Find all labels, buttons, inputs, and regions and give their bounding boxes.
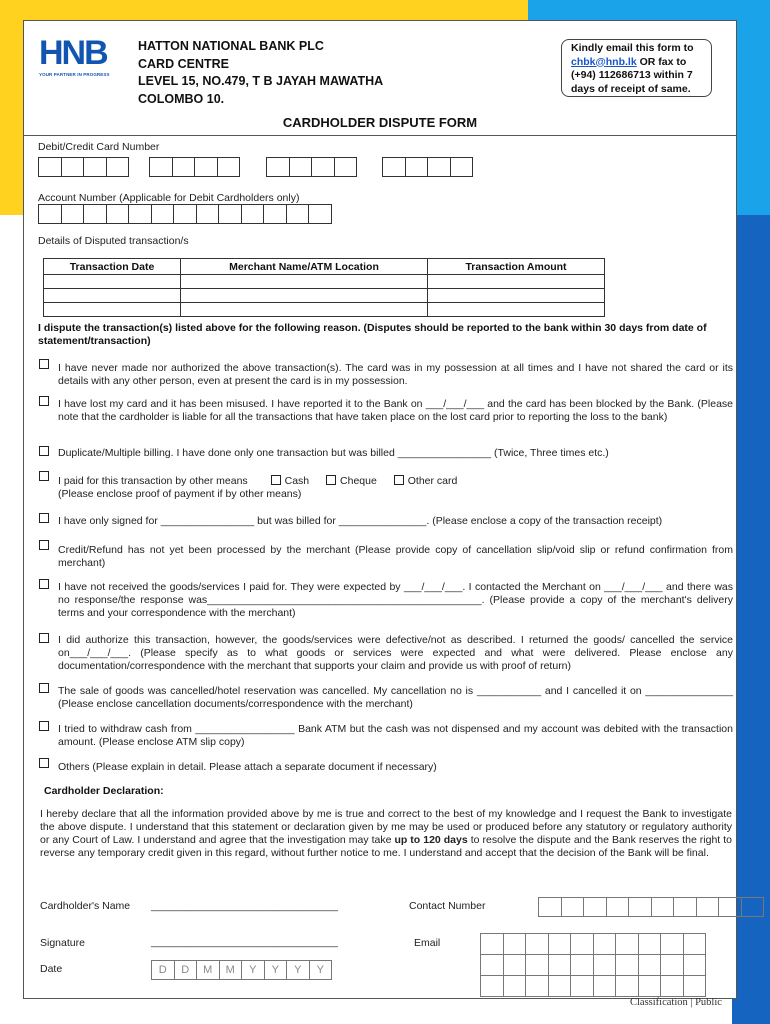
logo-tagline: YOUR PARTNER IN PROGRESS <box>39 72 110 77</box>
digit-box[interactable] <box>311 157 335 177</box>
date-cell-month[interactable]: M <box>219 960 243 980</box>
digit-box[interactable] <box>289 157 313 177</box>
checkbox-defective-goods[interactable] <box>39 633 49 643</box>
digit-box[interactable] <box>241 204 265 224</box>
char-box[interactable] <box>571 934 594 955</box>
digit-box[interactable] <box>173 204 197 224</box>
checkbox-atm-cash[interactable] <box>39 721 49 731</box>
declaration-text <box>40 808 732 860</box>
address-line: LEVEL 15, NO.479, T B JAYAH MAWATHA <box>138 74 384 88</box>
amount-cell[interactable] <box>428 303 605 317</box>
digit-box[interactable] <box>561 897 585 917</box>
card-number-group[interactable] <box>38 157 128 177</box>
char-box[interactable] <box>481 955 504 976</box>
digit-box[interactable] <box>450 157 474 177</box>
date-cell[interactable] <box>44 275 181 289</box>
char-box[interactable] <box>549 955 572 976</box>
char-box[interactable] <box>549 976 572 997</box>
digit-box[interactable] <box>151 204 175 224</box>
amount-cell[interactable] <box>428 275 605 289</box>
date-cell-year[interactable]: Y <box>309 960 333 980</box>
notice-text: Kindly email this form to <box>571 42 694 54</box>
card-number-group[interactable] <box>266 157 356 177</box>
char-box[interactable] <box>594 976 617 997</box>
paid-other-means-text: I paid for this transaction by other means <box>58 475 248 487</box>
digit-box[interactable] <box>628 897 652 917</box>
form-page <box>23 20 737 1008</box>
checkbox-other-card[interactable] <box>394 475 404 485</box>
notice-fax: OR fax to (+94) 112686713 within 7 days of receipt of same. <box>571 55 693 95</box>
option-atm-cash: I tried to withdraw cash from _________________ Bank ATM but the cash was not dispensed and my account was debited with the transaction amount. (Please enclose ATM slip copy) <box>58 723 733 748</box>
digit-box[interactable] <box>308 204 332 224</box>
digit-box[interactable] <box>606 897 630 917</box>
char-box[interactable] <box>571 976 594 997</box>
table-row[interactable] <box>44 275 605 289</box>
transactions-table <box>43 258 605 317</box>
other-card-label: Other card <box>407 475 458 487</box>
amount-cell[interactable] <box>428 289 605 303</box>
option-refund-not-processed: Credit/Refund has not yet been processed by the merchant (Please provide copy of cancellation slip/void slip or refund confirmation from merchant) <box>58 544 733 569</box>
merchant-cell[interactable] <box>181 275 428 289</box>
char-box[interactable] <box>504 976 527 997</box>
disputed-transactions-label: Details of Disputed transaction/s <box>38 235 189 247</box>
cardholder-name-field[interactable]: ________________________________ <box>151 900 338 912</box>
declaration-duration: up to 120 days <box>394 834 468 846</box>
digit-box[interactable] <box>83 157 107 177</box>
option-others: Others (Please explain in detail. Please attach a separate document if necessary) <box>58 761 437 773</box>
digit-box[interactable] <box>128 204 152 224</box>
digit-box[interactable] <box>583 897 607 917</box>
merchant-cell[interactable] <box>181 289 428 303</box>
char-box[interactable] <box>594 934 617 955</box>
checkbox-paid-other-means[interactable] <box>39 471 49 481</box>
char-box[interactable] <box>616 976 639 997</box>
digit-box[interactable] <box>61 204 85 224</box>
digit-box[interactable] <box>172 157 196 177</box>
char-box[interactable] <box>594 955 617 976</box>
account-number-label: Account Number (Applicable for Debit Cardholders only) <box>38 192 300 204</box>
email-field[interactable] <box>480 933 706 997</box>
contact-number-field[interactable] <box>538 897 763 917</box>
checkbox-cheque[interactable] <box>326 475 336 485</box>
account-number-field[interactable] <box>38 204 331 224</box>
col-header-date: Transaction Date <box>44 259 181 275</box>
char-box[interactable] <box>504 955 527 976</box>
signature-field[interactable]: ________________________________ <box>151 936 338 948</box>
char-box[interactable] <box>661 976 684 997</box>
email-link[interactable]: chbk@hnb.lk <box>571 55 637 68</box>
digit-box[interactable] <box>538 897 562 917</box>
table-row[interactable] <box>44 289 605 303</box>
card-number-group[interactable] <box>149 157 239 177</box>
address-line: COLOMBO 10. <box>138 91 225 106</box>
declaration-part-b: to resolve the dispute and the Bank reserves the right to reverse any temporary credit given in this regard, without further notice to me. I understand and accept that the decision of the Bank will be final. <box>40 834 732 859</box>
date-cell-month[interactable]: M <box>196 960 220 980</box>
char-box[interactable] <box>526 934 549 955</box>
digit-box[interactable] <box>718 897 742 917</box>
email-label: Email <box>414 937 441 949</box>
cardholder-name-label: Cardholder's Name <box>40 900 131 912</box>
date-label: Date <box>40 963 63 975</box>
cheque-label: Cheque <box>340 475 377 487</box>
address-line: HATTON NATIONAL BANK PLC <box>138 39 324 53</box>
checkbox-refund-not-processed[interactable] <box>39 540 49 550</box>
option-paid-other-means <box>58 475 733 501</box>
digit-box[interactable] <box>196 204 220 224</box>
dispute-reason-heading: I dispute the transaction(s) listed above for the following reason. (Disputes should be reported to the bank within 30 days from date of statement/transaction) <box>38 322 707 347</box>
logo-text: HNB <box>39 34 107 72</box>
char-box[interactable] <box>504 934 527 955</box>
form-title: CARDHOLDER DISPUTE FORM <box>282 115 478 130</box>
col-header-merchant: Merchant Name/ATM Location <box>181 259 428 275</box>
digit-box[interactable] <box>218 204 242 224</box>
date-cell-year[interactable]: Y <box>264 960 288 980</box>
option-not-authorized: I have never made nor authorized the above transaction(s). The card was in my possession at all times and I have not shared the card or its details with any other person, even at present the card is in my possession. <box>58 362 733 387</box>
char-box[interactable] <box>526 976 549 997</box>
date-cell[interactable] <box>44 303 181 317</box>
date-field[interactable] <box>151 960 331 980</box>
contact-number-label: Contact Number <box>409 900 486 912</box>
digit-box[interactable] <box>405 157 429 177</box>
declaration-heading: Cardholder Declaration: <box>44 785 164 797</box>
digit-box[interactable] <box>61 157 85 177</box>
card-number-field[interactable] <box>38 157 472 177</box>
digit-box[interactable] <box>266 157 290 177</box>
title-divider <box>24 135 736 136</box>
char-box[interactable] <box>526 955 549 976</box>
char-box[interactable] <box>661 934 684 955</box>
classification-label: Classification | Public <box>630 997 722 1008</box>
option-lost-card: I have lost my card and it has been misused. I have reported it to the Bank on ___/___/___ and the card has been blocked by the Bank. (Please note that the cardholder is liable for all the transactions that have taken place on the lost card prior to reporting the loss to the bank) <box>58 398 733 423</box>
digit-box[interactable] <box>83 204 107 224</box>
digit-box[interactable] <box>651 897 675 917</box>
hnb-logo <box>39 36 133 100</box>
date-cell-day[interactable]: D <box>151 960 175 980</box>
digit-box[interactable] <box>38 157 62 177</box>
col-header-amount: Transaction Amount <box>428 259 605 275</box>
digit-box[interactable] <box>673 897 697 917</box>
digit-box[interactable] <box>106 157 130 177</box>
digit-box[interactable] <box>38 204 62 224</box>
char-box[interactable] <box>616 955 639 976</box>
option-defective-goods: I did authorize this transaction, however, the goods/services were defective/not as described. I returned the goods/ cancelled the service on___/___/___. (Please specify as to what goods or services were expected and what were delivered. Please enclose any documentation/correspondence with the merchant that supports your claim and provide us with proof of return) <box>58 634 733 672</box>
digit-box[interactable] <box>696 897 720 917</box>
checkbox-cash[interactable] <box>271 475 281 485</box>
char-box[interactable] <box>571 955 594 976</box>
checkbox-signed-amount[interactable] <box>39 513 49 523</box>
char-box[interactable] <box>684 955 707 976</box>
char-box[interactable] <box>481 976 504 997</box>
digit-box[interactable] <box>106 204 130 224</box>
declaration-part-a: I hereby declare that all the information provided above by me is true and correct to the best of my knowledge and I request the Bank to investigate the above dispute. I understand that this statement or declaration given by me may be used or produced before any statutory or regulatory authority or any Court of Law. I understand and agree that the investigation may take <box>40 808 732 846</box>
card-number-label: Debit/Credit Card Number <box>38 141 160 153</box>
checkbox-lost-card[interactable] <box>39 396 49 406</box>
char-box[interactable] <box>661 955 684 976</box>
char-box[interactable] <box>639 934 662 955</box>
char-box[interactable] <box>684 934 707 955</box>
char-box[interactable] <box>549 934 572 955</box>
signature-label: Signature <box>40 937 85 949</box>
digit-box[interactable] <box>194 157 218 177</box>
option-cancelled-sale: The sale of goods was cancelled/hotel reservation was cancelled. My cancellation no is ___________ and I cancelled it on _______________ (Please enclose cancellation documents/correspondence with the merchant) <box>58 685 733 710</box>
date-cell-year[interactable]: Y <box>286 960 310 980</box>
checkbox-others[interactable] <box>39 758 49 768</box>
digit-box[interactable] <box>334 157 358 177</box>
address-line: CARD CENTRE <box>138 56 229 71</box>
submission-notice <box>561 39 712 97</box>
checkbox-not-authorized[interactable] <box>39 359 49 369</box>
table-row[interactable] <box>44 303 605 317</box>
char-box[interactable] <box>616 934 639 955</box>
digit-box[interactable] <box>286 204 310 224</box>
digit-box[interactable] <box>741 897 765 917</box>
date-cell-day[interactable]: D <box>174 960 198 980</box>
checkbox-goods-not-received[interactable] <box>39 579 49 589</box>
checkbox-cancelled-sale[interactable] <box>39 683 49 693</box>
char-box[interactable] <box>639 976 662 997</box>
digit-box[interactable] <box>427 157 451 177</box>
checkbox-duplicate-billing[interactable] <box>39 446 49 456</box>
bank-address <box>138 38 383 108</box>
option-goods-not-received: I have not received the goods/services I paid for. They were expected by ___/___/___. I contacted the Merchant on ___/___/___ and there was no response/the response was_______________________________________________. (Please provide a copy of the merchant's delivery terms and your correspondence with the merchant) <box>58 581 733 619</box>
paid-other-means-note: (Please enclose proof of payment if by other means) <box>58 487 302 500</box>
date-cell-year[interactable]: Y <box>241 960 265 980</box>
digit-box[interactable] <box>382 157 406 177</box>
char-box[interactable] <box>639 955 662 976</box>
card-number-group[interactable] <box>382 157 472 177</box>
option-duplicate-billing: Duplicate/Multiple billing. I have done only one transaction but was billed ________________ (Twice, Three times etc.) <box>58 447 609 459</box>
char-box[interactable] <box>481 934 504 955</box>
date-cell[interactable] <box>44 289 181 303</box>
merchant-cell[interactable] <box>181 303 428 317</box>
char-box[interactable] <box>684 976 707 997</box>
digit-box[interactable] <box>263 204 287 224</box>
digit-box[interactable] <box>217 157 241 177</box>
option-signed-amount: I have only signed for ________________ but was billed for _______________. (Please enclose a copy of the transaction receipt) <box>58 515 663 527</box>
digit-box[interactable] <box>149 157 173 177</box>
cash-label: Cash <box>284 475 310 487</box>
